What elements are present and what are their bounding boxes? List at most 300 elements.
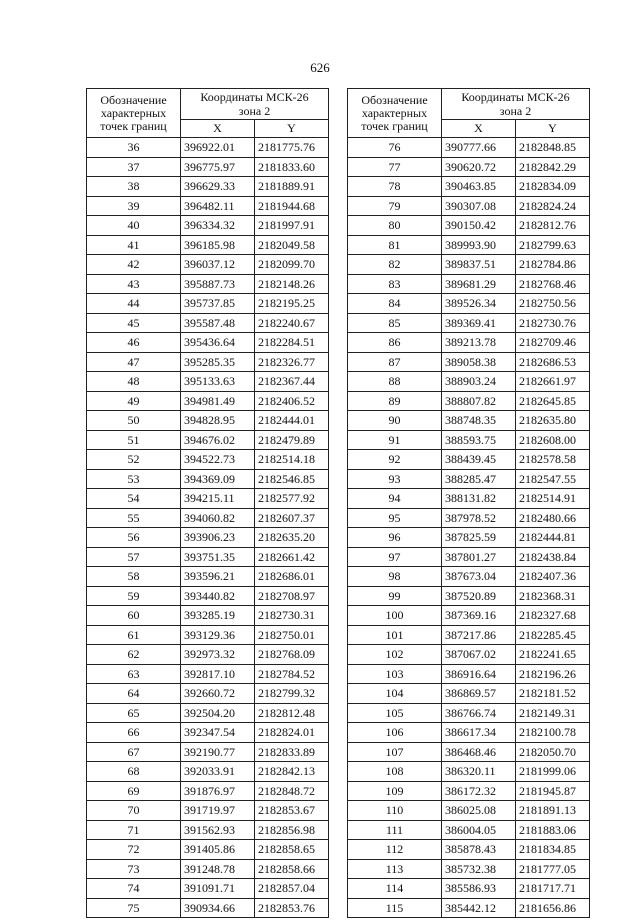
point-number: 68 <box>87 762 181 782</box>
y-coordinate: 2182514.18 <box>255 450 329 470</box>
point-number: 51 <box>87 430 181 450</box>
table-row <box>348 664 590 684</box>
x-coordinate: 394215.11 <box>181 489 255 509</box>
point-number: 97 <box>348 547 442 567</box>
y-coordinate: 2182708.97 <box>255 586 329 606</box>
table-row <box>87 294 329 314</box>
point-number: 57 <box>87 547 181 567</box>
x-coordinate: 393285.19 <box>181 606 255 626</box>
x-coordinate: 389526.34 <box>442 294 516 314</box>
y-coordinate: 2182546.85 <box>255 469 329 489</box>
table-row <box>87 645 329 665</box>
x-coordinate: 385442.12 <box>442 898 516 918</box>
x-coordinate: 393129.36 <box>181 625 255 645</box>
point-number: 41 <box>87 235 181 255</box>
x-coordinate: 390777.66 <box>442 138 516 158</box>
point-number: 66 <box>87 723 181 743</box>
y-coordinate: 2182050.70 <box>516 742 590 762</box>
point-number: 87 <box>348 352 442 372</box>
point-label-line: Обозначение <box>100 92 167 107</box>
y-coordinate: 2181889.91 <box>255 177 329 197</box>
table-row <box>87 235 329 255</box>
x-coordinate: 387801.27 <box>442 547 516 567</box>
point-number: 95 <box>348 508 442 528</box>
x-coordinate: 394676.02 <box>181 430 255 450</box>
y-coordinate: 2182480.66 <box>516 508 590 528</box>
point-label-line: точек границ <box>361 118 428 133</box>
y-coordinate: 2182768.46 <box>516 274 590 294</box>
point-number: 39 <box>87 196 181 216</box>
x-coordinate: 394981.49 <box>181 391 255 411</box>
y-coordinate: 2182578.58 <box>516 450 590 470</box>
point-number: 47 <box>87 352 181 372</box>
point-label-line: характерных <box>361 105 428 120</box>
x-coordinate: 395587.48 <box>181 313 255 333</box>
table-row <box>348 859 590 879</box>
table-row <box>348 489 590 509</box>
x-coordinate: 389837.51 <box>442 255 516 275</box>
point-number: 37 <box>87 157 181 177</box>
point-number: 89 <box>348 391 442 411</box>
table-row <box>348 352 590 372</box>
table-row <box>87 469 329 489</box>
point-number: 84 <box>348 294 442 314</box>
x-coordinate: 395887.73 <box>181 274 255 294</box>
y-coordinate: 2182709.46 <box>516 333 590 353</box>
y-coordinate: 2182768.09 <box>255 645 329 665</box>
point-number: 75 <box>87 898 181 918</box>
point-number: 98 <box>348 567 442 587</box>
table-row <box>348 645 590 665</box>
y-coordinate: 2182368.31 <box>516 586 590 606</box>
y-coordinate: 2182858.65 <box>255 840 329 860</box>
table-row <box>87 606 329 626</box>
y-coordinate: 2182100.78 <box>516 723 590 743</box>
y-coordinate: 2182848.72 <box>255 781 329 801</box>
point-number: 64 <box>87 684 181 704</box>
point-number: 86 <box>348 333 442 353</box>
y-coordinate: 2182479.89 <box>255 430 329 450</box>
x-coordinate: 395285.35 <box>181 352 255 372</box>
table-row <box>348 274 590 294</box>
table-row <box>87 177 329 197</box>
x-coordinate: 389369.41 <box>442 313 516 333</box>
table-row <box>348 898 590 918</box>
point-number: 36 <box>87 138 181 158</box>
coordinates-zone: зона 2 <box>499 104 532 118</box>
point-number: 112 <box>348 840 442 860</box>
coordinates-title: Координаты МСК-26 <box>461 90 570 104</box>
x-header: X <box>442 120 516 138</box>
table-row <box>87 664 329 684</box>
table-row <box>87 138 329 158</box>
point-number: 52 <box>87 450 181 470</box>
y-coordinate: 2182730.31 <box>255 606 329 626</box>
table-row <box>348 567 590 587</box>
table-row <box>87 333 329 353</box>
point-number: 80 <box>348 216 442 236</box>
x-coordinate: 396922.01 <box>181 138 255 158</box>
point-number: 90 <box>348 411 442 431</box>
x-coordinate: 395737.85 <box>181 294 255 314</box>
point-number: 42 <box>87 255 181 275</box>
table-row <box>87 703 329 723</box>
table-row <box>87 625 329 645</box>
x-coordinate: 387825.59 <box>442 528 516 548</box>
y-coordinate: 2182607.37 <box>255 508 329 528</box>
point-number: 100 <box>348 606 442 626</box>
y-coordinate: 2182842.29 <box>516 157 590 177</box>
y-coordinate: 2182686.01 <box>255 567 329 587</box>
table-row <box>348 528 590 548</box>
table-row <box>348 216 590 236</box>
x-coordinate: 395436.64 <box>181 333 255 353</box>
y-coordinate: 2182444.81 <box>516 528 590 548</box>
table-row <box>348 606 590 626</box>
point-number: 43 <box>87 274 181 294</box>
y-coordinate: 2182438.84 <box>516 547 590 567</box>
table-row <box>87 216 329 236</box>
table-row <box>87 274 329 294</box>
table-row <box>87 879 329 899</box>
x-coordinate: 393440.82 <box>181 586 255 606</box>
x-coordinate: 389213.78 <box>442 333 516 353</box>
point-label-line: точек границ <box>100 118 167 133</box>
point-number: 77 <box>348 157 442 177</box>
table-row <box>87 352 329 372</box>
point-number: 83 <box>348 274 442 294</box>
y-coordinate: 2182196.26 <box>516 664 590 684</box>
table-row <box>87 781 329 801</box>
point-number: 96 <box>348 528 442 548</box>
point-number: 107 <box>348 742 442 762</box>
y-coordinate: 2181777.05 <box>516 859 590 879</box>
y-coordinate: 2181656.86 <box>516 898 590 918</box>
y-coordinate: 2182848.85 <box>516 138 590 158</box>
table-row <box>87 313 329 333</box>
y-coordinate: 2182181.52 <box>516 684 590 704</box>
table-row <box>348 801 590 821</box>
y-coordinate: 2182444.01 <box>255 411 329 431</box>
y-coordinate: 2182577.92 <box>255 489 329 509</box>
x-coordinate: 385732.38 <box>442 859 516 879</box>
x-coordinate: 388903.24 <box>442 372 516 392</box>
table-row <box>87 723 329 743</box>
point-number: 50 <box>87 411 181 431</box>
table-row <box>348 840 590 860</box>
x-coordinate: 391405.86 <box>181 840 255 860</box>
point-label-line: характерных <box>100 105 167 120</box>
point-number: 109 <box>348 781 442 801</box>
y-coordinate: 2182285.45 <box>516 625 590 645</box>
x-coordinate: 393751.35 <box>181 547 255 567</box>
y-coordinate: 2181945.87 <box>516 781 590 801</box>
table-row <box>87 391 329 411</box>
x-coordinate: 385586.93 <box>442 879 516 899</box>
x-coordinate: 386320.11 <box>442 762 516 782</box>
point-number: 44 <box>87 294 181 314</box>
x-coordinate: 389681.29 <box>442 274 516 294</box>
x-coordinate: 395133.63 <box>181 372 255 392</box>
y-coordinate: 2181891.13 <box>516 801 590 821</box>
y-coordinate: 2182799.63 <box>516 235 590 255</box>
x-coordinate: 387978.52 <box>442 508 516 528</box>
y-coordinate: 2182833.89 <box>255 742 329 762</box>
x-coordinate: 390150.42 <box>442 216 516 236</box>
y-coordinate: 2182241.65 <box>516 645 590 665</box>
table-row <box>348 684 590 704</box>
point-number: 91 <box>348 430 442 450</box>
point-number: 101 <box>348 625 442 645</box>
table-row <box>87 489 329 509</box>
table-row <box>87 762 329 782</box>
table-row <box>87 430 329 450</box>
x-coordinate: 393906.23 <box>181 528 255 548</box>
table-row <box>87 508 329 528</box>
point-number: 99 <box>348 586 442 606</box>
x-coordinate: 396775.97 <box>181 157 255 177</box>
table-row <box>87 586 329 606</box>
y-coordinate: 2182812.48 <box>255 703 329 723</box>
point-number: 81 <box>348 235 442 255</box>
table-row <box>87 157 329 177</box>
point-number: 103 <box>348 664 442 684</box>
point-number: 113 <box>348 859 442 879</box>
table-row <box>87 820 329 840</box>
table-row <box>348 313 590 333</box>
x-coordinate: 387673.04 <box>442 567 516 587</box>
x-coordinate: 388131.82 <box>442 489 516 509</box>
y-coordinate: 2182514.91 <box>516 489 590 509</box>
x-coordinate: 386916.64 <box>442 664 516 684</box>
x-coordinate: 392190.77 <box>181 742 255 762</box>
x-coordinate: 396482.11 <box>181 196 255 216</box>
y-coordinate: 2182824.01 <box>255 723 329 743</box>
x-coordinate: 389058.38 <box>442 352 516 372</box>
x-coordinate: 392660.72 <box>181 684 255 704</box>
y-coordinate: 2182853.67 <box>255 801 329 821</box>
y-coordinate: 2182661.97 <box>516 372 590 392</box>
point-number: 92 <box>348 450 442 470</box>
point-number: 53 <box>87 469 181 489</box>
y-coordinate: 2181997.91 <box>255 216 329 236</box>
table-row <box>348 742 590 762</box>
table-row <box>348 625 590 645</box>
y-coordinate: 2182284.51 <box>255 333 329 353</box>
x-coordinate: 392973.32 <box>181 645 255 665</box>
x-coordinate: 386172.32 <box>442 781 516 801</box>
point-number: 115 <box>348 898 442 918</box>
point-number: 110 <box>348 801 442 821</box>
x-coordinate: 386617.34 <box>442 723 516 743</box>
y-coordinate: 2182858.66 <box>255 859 329 879</box>
x-coordinate: 388285.47 <box>442 469 516 489</box>
coordinates-header <box>442 89 590 120</box>
y-coordinate: 2182049.58 <box>255 235 329 255</box>
point-number: 108 <box>348 762 442 782</box>
x-coordinate: 390307.08 <box>442 196 516 216</box>
point-number: 55 <box>87 508 181 528</box>
point-number: 74 <box>87 879 181 899</box>
table-row <box>348 723 590 743</box>
coordinates-table-right <box>347 88 590 918</box>
table-row <box>348 294 590 314</box>
x-coordinate: 388439.45 <box>442 450 516 470</box>
y-coordinate: 2182367.44 <box>255 372 329 392</box>
y-coordinate: 2181833.60 <box>255 157 329 177</box>
point-number: 59 <box>87 586 181 606</box>
x-coordinate: 391248.78 <box>181 859 255 879</box>
x-coordinate: 391876.97 <box>181 781 255 801</box>
table-row <box>87 411 329 431</box>
y-header: Y <box>516 120 590 138</box>
table-row <box>348 138 590 158</box>
y-coordinate: 2181834.85 <box>516 840 590 860</box>
y-coordinate: 2181775.76 <box>255 138 329 158</box>
y-coordinate: 2182635.80 <box>516 411 590 431</box>
x-coordinate: 388748.35 <box>442 411 516 431</box>
point-number: 78 <box>348 177 442 197</box>
table-row <box>87 859 329 879</box>
x-coordinate: 392817.10 <box>181 664 255 684</box>
point-number: 62 <box>87 645 181 665</box>
table-row <box>87 567 329 587</box>
y-coordinate: 2182547.55 <box>516 469 590 489</box>
x-coordinate: 394369.09 <box>181 469 255 489</box>
point-number: 88 <box>348 372 442 392</box>
table-row <box>348 333 590 353</box>
table-row <box>348 235 590 255</box>
point-number: 82 <box>348 255 442 275</box>
point-number: 71 <box>87 820 181 840</box>
y-coordinate: 2182407.36 <box>516 567 590 587</box>
table-row <box>348 177 590 197</box>
coordinates-table-left <box>86 88 329 918</box>
table-row <box>348 586 590 606</box>
x-coordinate: 390463.85 <box>442 177 516 197</box>
x-coordinate: 390620.72 <box>442 157 516 177</box>
point-number: 63 <box>87 664 181 684</box>
y-coordinate: 2181883.06 <box>516 820 590 840</box>
point-label-line: Обозначение <box>361 92 428 107</box>
point-number: 60 <box>87 606 181 626</box>
point-label-header <box>348 89 442 138</box>
x-coordinate: 392504.20 <box>181 703 255 723</box>
point-number: 45 <box>87 313 181 333</box>
point-number: 76 <box>348 138 442 158</box>
y-coordinate: 2182195.25 <box>255 294 329 314</box>
table-row <box>348 411 590 431</box>
x-coordinate: 392347.54 <box>181 723 255 743</box>
table-row <box>348 196 590 216</box>
point-label-header <box>87 89 181 138</box>
x-coordinate: 389993.90 <box>442 235 516 255</box>
table-row <box>87 840 329 860</box>
y-coordinate: 2182406.52 <box>255 391 329 411</box>
point-number: 79 <box>348 196 442 216</box>
y-coordinate: 2182645.85 <box>516 391 590 411</box>
x-coordinate: 388593.75 <box>442 430 516 450</box>
y-coordinate: 2182240.67 <box>255 313 329 333</box>
point-number: 67 <box>87 742 181 762</box>
y-coordinate: 2182686.53 <box>516 352 590 372</box>
x-coordinate: 394060.82 <box>181 508 255 528</box>
coordinates-zone: зона 2 <box>238 104 271 118</box>
table-row <box>348 820 590 840</box>
table-row <box>348 762 590 782</box>
point-number: 85 <box>348 313 442 333</box>
x-header: X <box>181 120 255 138</box>
x-coordinate: 387217.86 <box>442 625 516 645</box>
point-number: 102 <box>348 645 442 665</box>
y-coordinate: 2181717.71 <box>516 879 590 899</box>
table-row <box>348 547 590 567</box>
y-coordinate: 2181944.68 <box>255 196 329 216</box>
point-number: 114 <box>348 879 442 899</box>
point-number: 93 <box>348 469 442 489</box>
coordinates-header <box>181 89 329 120</box>
x-coordinate: 392033.91 <box>181 762 255 782</box>
point-number: 48 <box>87 372 181 392</box>
y-coordinate: 2182856.98 <box>255 820 329 840</box>
x-coordinate: 386025.08 <box>442 801 516 821</box>
y-coordinate: 2182834.09 <box>516 177 590 197</box>
table-row <box>348 255 590 275</box>
point-number: 54 <box>87 489 181 509</box>
table-row <box>87 450 329 470</box>
y-coordinate: 2182148.26 <box>255 274 329 294</box>
point-number: 104 <box>348 684 442 704</box>
x-coordinate: 388807.82 <box>442 391 516 411</box>
x-coordinate: 390934.66 <box>181 898 255 918</box>
y-coordinate: 2182750.01 <box>255 625 329 645</box>
point-number: 38 <box>87 177 181 197</box>
y-coordinate: 2182857.04 <box>255 879 329 899</box>
y-coordinate: 2182099.70 <box>255 255 329 275</box>
table-row <box>87 801 329 821</box>
table-row <box>348 450 590 470</box>
y-coordinate: 2182853.76 <box>255 898 329 918</box>
y-coordinate: 2182812.76 <box>516 216 590 236</box>
table-row <box>87 528 329 548</box>
point-number: 111 <box>348 820 442 840</box>
point-number: 106 <box>348 723 442 743</box>
y-coordinate: 2182661.42 <box>255 547 329 567</box>
x-coordinate: 385878.43 <box>442 840 516 860</box>
x-coordinate: 387520.89 <box>442 586 516 606</box>
table-row <box>348 157 590 177</box>
x-coordinate: 394522.73 <box>181 450 255 470</box>
coordinates-title: Координаты МСК-26 <box>200 90 309 104</box>
y-coordinate: 2182730.76 <box>516 313 590 333</box>
x-coordinate: 396037.12 <box>181 255 255 275</box>
y-header: Y <box>255 120 329 138</box>
x-coordinate: 391562.93 <box>181 820 255 840</box>
table-row <box>348 372 590 392</box>
y-coordinate: 2182784.86 <box>516 255 590 275</box>
x-coordinate: 386766.74 <box>442 703 516 723</box>
point-number: 58 <box>87 567 181 587</box>
point-number: 40 <box>87 216 181 236</box>
table-row <box>348 430 590 450</box>
x-coordinate: 391091.71 <box>181 879 255 899</box>
x-coordinate: 386004.05 <box>442 820 516 840</box>
table-row <box>348 508 590 528</box>
x-coordinate: 396334.32 <box>181 216 255 236</box>
point-number: 61 <box>87 625 181 645</box>
table-row <box>87 196 329 216</box>
x-coordinate: 394828.95 <box>181 411 255 431</box>
